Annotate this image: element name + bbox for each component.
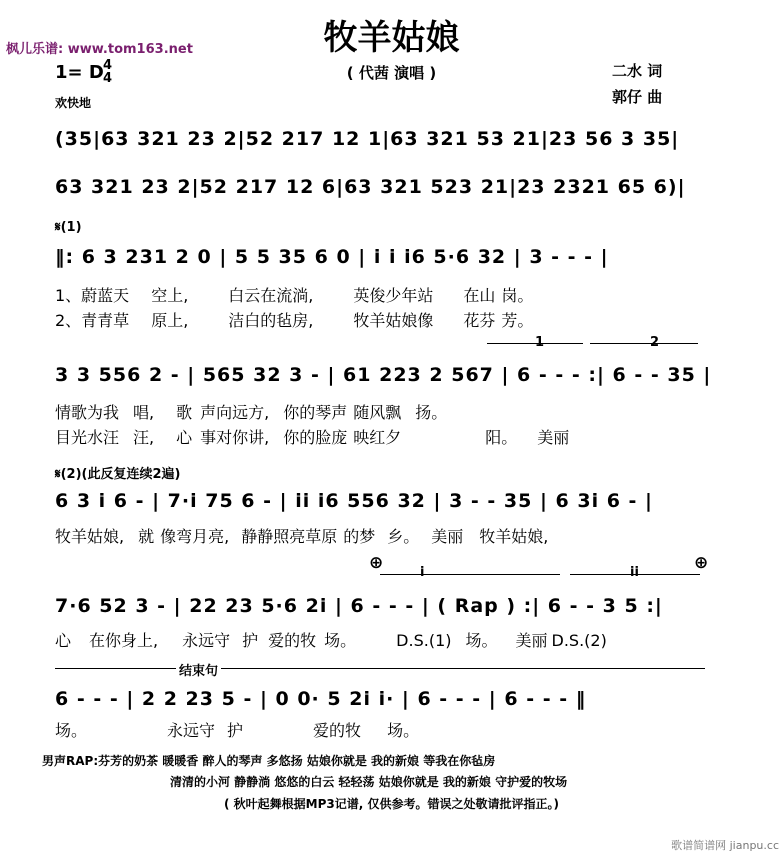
rap-line-1: 男声RAP:芬芳的奶茶 暖暖香 醉人的琴声 多悠扬 姑娘你就是 我的新娘 等我在你毡房	[42, 754, 496, 768]
time-signature	[103, 59, 112, 85]
song-title: 牧羊姑娘	[323, 18, 460, 58]
volta-i-bracket	[380, 574, 560, 575]
volta-2-bracket	[590, 343, 698, 344]
volta-1: 1	[535, 335, 545, 350]
staff-line-5: 6 3 i 6 - | 7·i 75 6 - | ii i6 556 32 | 3 - - 35 | 6 3i 6 - |	[55, 490, 653, 512]
staff-line-3: ‖: 6 3 231 2 0 | 5 5 35 6 0 | i i i6 5·6 32 | 3 - - - |	[55, 246, 609, 268]
lyric-row: 场。 永远守 护 爱的牧 场。	[55, 721, 420, 740]
watermark-corner: 歌谱简谱网 jianpu.cc	[671, 839, 779, 852]
time-signature-top: 4	[103, 58, 113, 73]
volta-i: i	[420, 565, 425, 580]
staff-line-4: 3 3 556 2 - | 565 32 3 - | 61 223 2 567 | 6 - - - :| 6 - - 35 |	[55, 364, 712, 386]
lyric-row: 目光水汪 汪, 心 事对你讲, 你的脸庞 映红夕 阳。 美丽	[55, 428, 570, 447]
time-signature-bottom: 4	[103, 71, 113, 86]
staff-line-6: 7·6 52 3 - | 22 23 5·6 2i | 6 - - - | ( Rap ) :| 6 - - 3 5 :|	[55, 595, 663, 617]
lyric-row: 牧羊姑娘, 就 像弯月亮, 静静照亮草原 的梦 乡。 美丽 牧羊姑娘,	[55, 527, 549, 546]
staff-line-7: 6 - - - | 2 2 23 5 - | 0 0· 5 2i i· | 6 - - - | 6 - - - ‖	[55, 688, 587, 710]
ending-bracket	[55, 668, 705, 669]
lyric-row: 2、青青草 原上, 洁白的毡房, 牧羊姑娘像 花芬 芳。	[55, 311, 534, 330]
staff-line-2: 63 321 23 2|52 217 12 6|63 321 523 21|23 2321 65 6)|	[55, 176, 686, 198]
lyric-row: 心 在你身上, 永远守 护 爱的牧 场。 D.S.(1) 场。 美丽 D.S.(2)	[55, 631, 607, 650]
singer: ( 代茜 演唱 )	[346, 64, 437, 82]
segno-1: 𝄋(1)	[55, 220, 82, 235]
lyric-row: 情歌为我 唱, 歌 声向远方, 你的琴声 随风飘 扬。	[55, 403, 448, 422]
volta-ii: ii	[630, 565, 639, 580]
lyricist: 二水 词	[612, 62, 663, 80]
volta-2: 2	[650, 335, 660, 350]
composer: 郭仔 曲	[612, 88, 663, 106]
staff-line-1: (35|63 321 23 2|52 217 12 1|63 321 53 21|23 56 3 35|	[55, 128, 680, 150]
ending-label: 结束句	[176, 660, 221, 679]
rap-line-2: 清清的小河 静静淌 悠悠的白云 轻轻荡 姑娘你就是 我的新娘 守护爱的牧场	[170, 775, 568, 789]
coda-icon: ⊕	[369, 553, 384, 573]
tempo-marking: 欢快地	[55, 96, 92, 110]
footnote: ( 秋叶起舞根据MP3记谱, 仅供参考。错误之处敬请批评指正。)	[224, 797, 559, 811]
site-label: 枫儿乐谱: www.tom163.net	[6, 42, 193, 57]
coda-icon: ⊕	[694, 553, 709, 573]
lyric-row: 1、蔚蓝天 空上, 白云在流淌, 英俊少年站 在山 岗。	[55, 286, 534, 305]
segno-2: 𝄋(2)(此反复连续2遍)	[55, 467, 181, 482]
key-signature: 1= D	[55, 62, 104, 83]
